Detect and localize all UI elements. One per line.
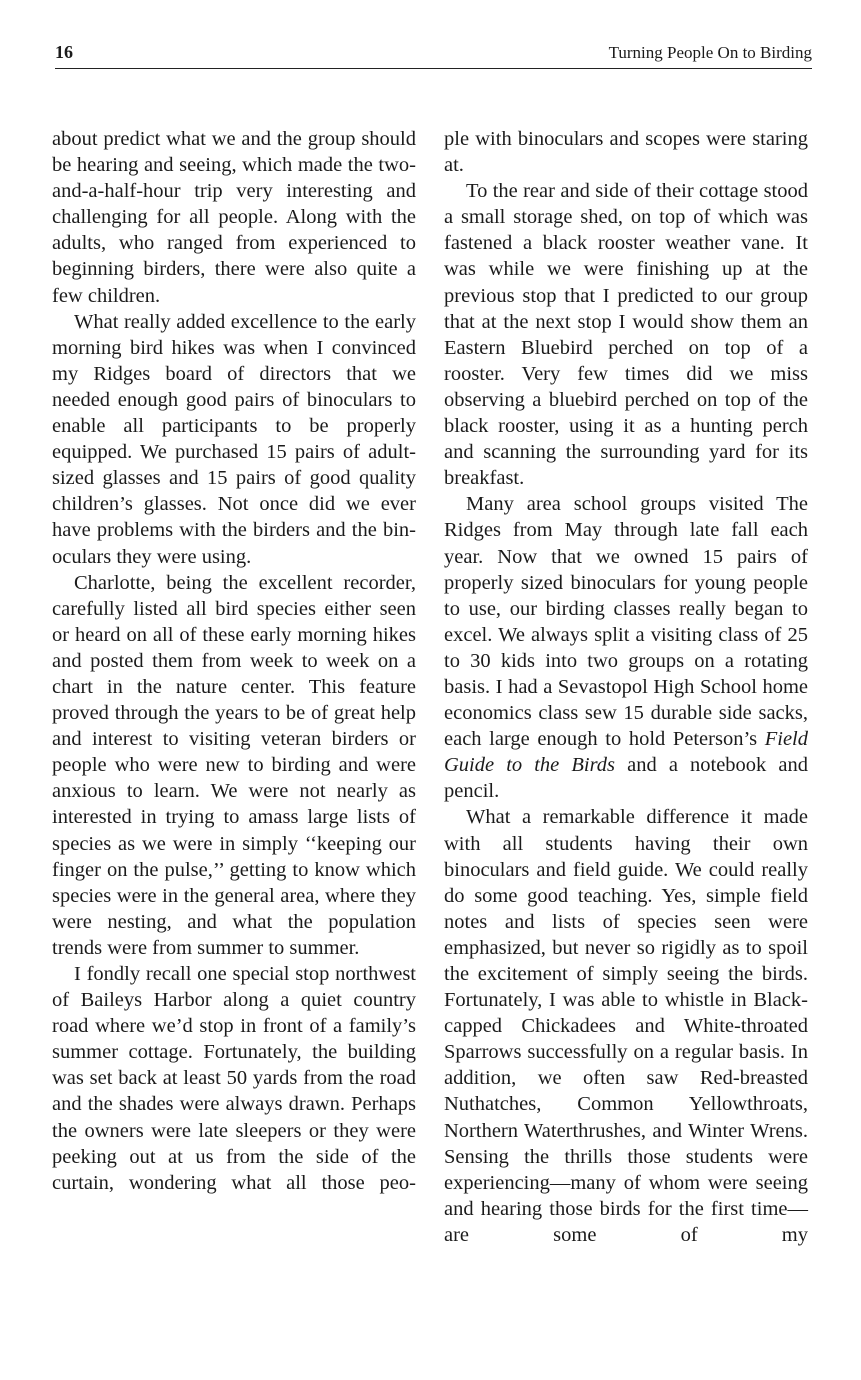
school-groups-text-a: Many area school groups visited The Ridges from May through late fall each year. Now that we owned 15 pairs of properly sized binoculars for young people to use, our birding classes really began to excel. We always split a visiting class of 25 to 30 kids into two groups on a rotating basis. I had a Sevastopol High School home economics class sew 15 durable side sacks, each large enough to hold Peterson’s <box>444 493 808 751</box>
paragraph-continued: about predict what we and the group should be hearing and seeing, which made the two-and-a-half-hour trip very interesting and challenging for all people. Along with the adults, who ranged from experienced to beginning birders, there were also quite a few children. <box>52 128 416 307</box>
left-column <box>52 126 416 1196</box>
running-header <box>55 40 812 69</box>
paragraph-continued-right: ple with binoculars and scopes were staring at. <box>444 128 808 177</box>
paragraph-rooster-vane: To the rear and side of their cottage stood a small storage shed, on top of which was fastened a black rooster weather vane. It was while we were finishing up at the previous stop that I predicted to our group that at the next stop I would show them an Eastern Bluebird perched on top of a rooster. Very few times did we miss observing a bluebird perched on top of the black rooster, using it as a hunting perch and scanning the surrounding yard for its breakfast. <box>444 180 808 490</box>
running-title: Turning People On to Birding <box>608 43 812 62</box>
paragraph-charlotte: Charlotte, being the excellent recorder, carefully listed all bird species either seen or heard on all of these early morning hikes and posted them from week to week on a chart in the nature center. This feature proved through the years to be of great help and interest to visiting veteran birders or people who were new to birding and were anxious to learn. We were not nearly as interested in trying to amass large lists of species as we were in simply ‘‘keeping our finger on the pulse,’’ getting to know which species were in the general area, where they were nesting, and what the population trends were from summer to summer. <box>52 571 416 959</box>
right-column <box>444 126 808 1248</box>
paragraph-baileys-harbor: I fondly recall one special stop northwest of Baileys Harbor along a quiet country road where we’d stop in front of a family’s summer cottage. Fortunately, the building was set back at least 50 yards from the road and the shades were always drawn. Perhaps the owners were late sleepers or they were peeking out at us from the side of the curtain, wondering what all those peo- <box>52 963 416 1194</box>
page-number: 16 <box>55 42 73 62</box>
paragraph-school-groups <box>444 491 808 804</box>
book-title-field-guide: Field Guide to the Birds <box>444 728 808 777</box>
paragraph-remarkable-difference: What a remarkable difference it made with all students having their own binoculars and field guide. We could really do some good teaching. Yes, simple field notes and lists of species seen were emphasized, but never so rigidly as to spoil the excitement of simply seeing the birds. Fortunately, I was able to whistle in Black-capped Chickadees and White-throated Sparrows successfully on a regular basis. In addition, we often saw Red-breasted Nuthatches, Common Yellowthroats, Northern Waterthrushes, and Winter Wrens. Sensing the thrills those students were experiencing—many of whom were seeing and hearing those birds for the first time—are some of my <box>444 806 808 1246</box>
school-groups-text-b: and a notebook and pencil. <box>444 754 808 803</box>
paragraph-binoculars: What really added excellence to the early morning bird hikes was when I convinced my Ridges board of directors that we needed enough good pairs of binoculars to enable all participants to be properly equipped. We purchased 15 pairs of adult-sized glasses and 15 pairs of good quality children’s glasses. Not once did we ever have problems with the birders and the binoculars they were using. <box>52 310 416 568</box>
